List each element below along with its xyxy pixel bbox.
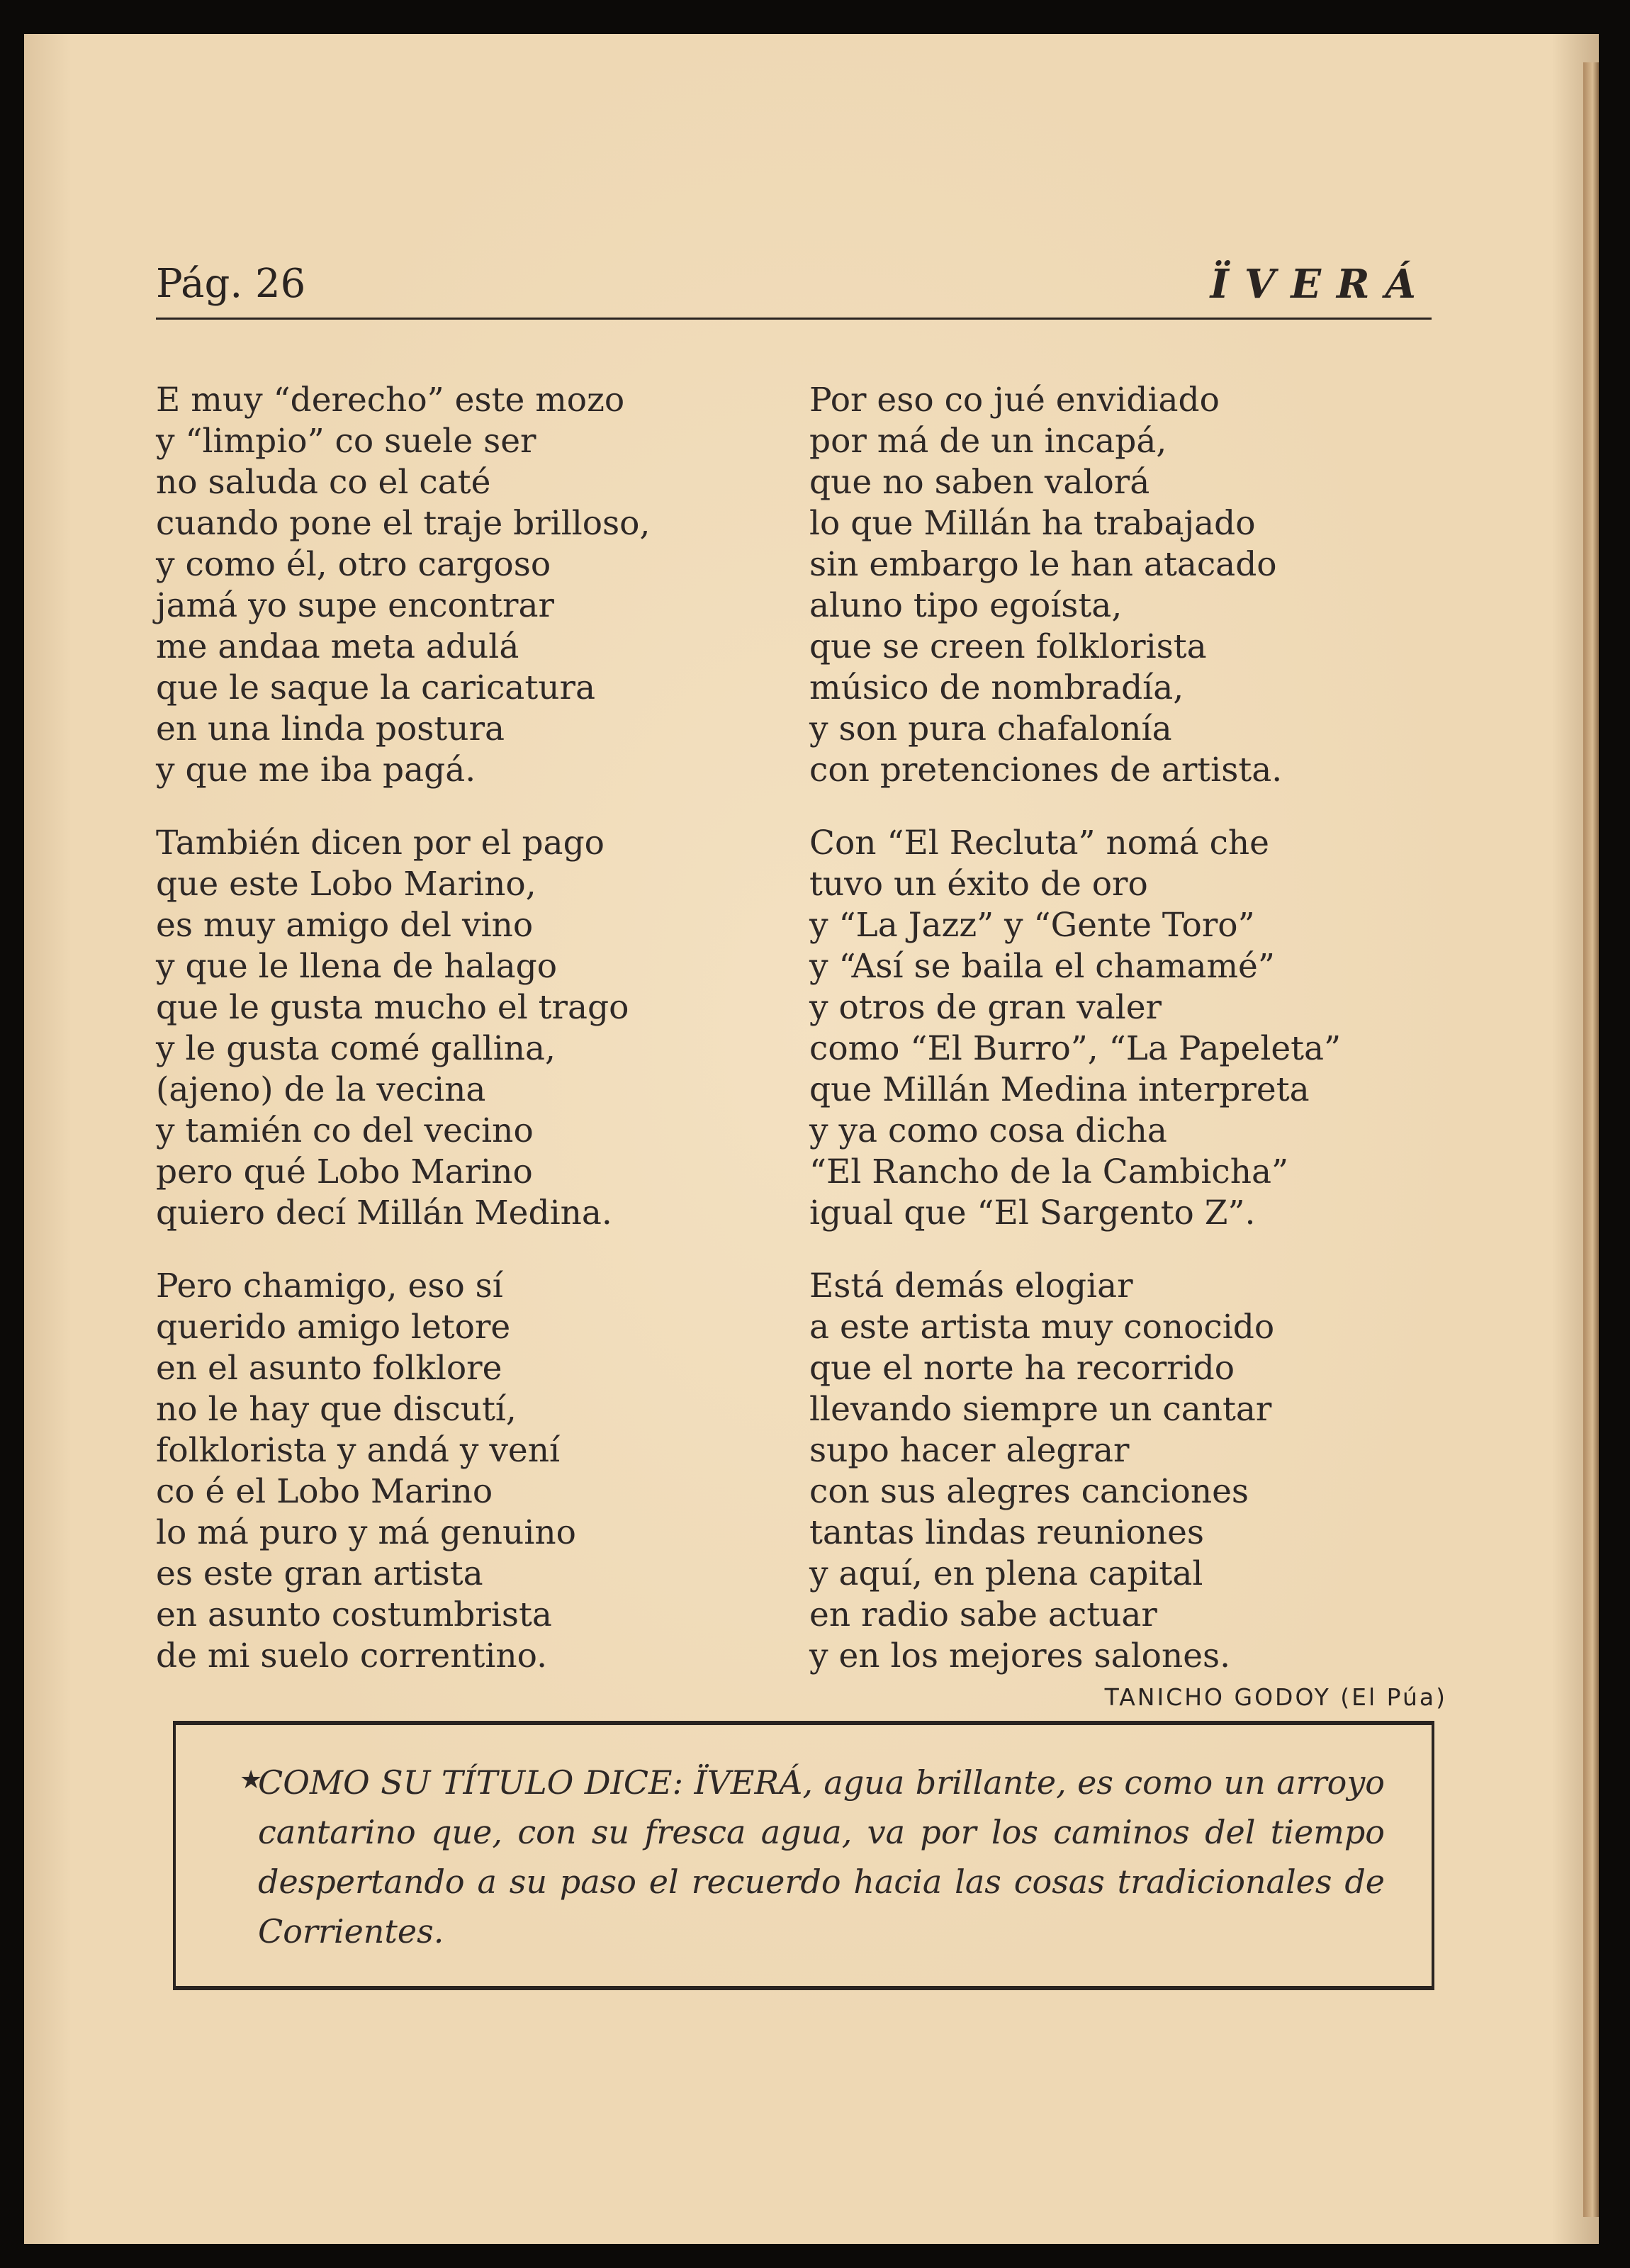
verse-line: (ajeno) de la vecina <box>156 1070 486 1109</box>
verse-line: de mi suelo correntino. <box>156 1637 548 1675</box>
verse-line: que no saben valorá <box>809 463 1150 502</box>
verse-line: Con “El Recluta” nomá che <box>809 824 1269 863</box>
star-icon: ★ <box>240 1765 263 1794</box>
verse-line: tuvo un éxito de oro <box>809 865 1148 904</box>
verse-line: llevando siempre un cantar <box>809 1390 1272 1429</box>
magazine-page <box>24 34 1599 2244</box>
verse-line: es este gran artista <box>156 1554 483 1593</box>
verse-line: “El Rancho de la Cambicha” <box>809 1152 1289 1191</box>
poem-left-column <box>156 380 765 1709</box>
verse-line: que Millán Medina interpreta <box>809 1070 1310 1109</box>
verse-line: que el norte ha recorrido <box>809 1349 1235 1388</box>
verse-line: co é el Lobo Marino <box>156 1472 493 1511</box>
verse-line: y “Así se baila el chamamé” <box>809 947 1275 986</box>
quote-box <box>173 1721 1434 1990</box>
stanza <box>809 823 1447 1234</box>
verse-line: músico de nombradía, <box>809 668 1184 707</box>
verse-line: que se creen folklorista <box>809 627 1207 666</box>
verse-line: que le saque la caricatura <box>156 668 595 707</box>
verse-line: folklorista y andá y vení <box>156 1431 560 1470</box>
verse-line: y tamién co del vecino <box>156 1111 534 1150</box>
verse-line: jamá yo supe encontrar <box>156 586 554 625</box>
verse-line: igual que “El Sargento Z”. <box>809 1194 1256 1233</box>
verse-line: y que me iba pagá. <box>156 751 476 790</box>
quote-body: agua brillante, es como un arroyo cantarino que, con su fresca agua, va por los caminos del tiempo despertando a su paso el recuerdo hacia las cosas tradicionales de Corrientes. <box>258 1763 1385 1950</box>
verse-line: no saluda co el caté <box>156 463 491 502</box>
verse-line: E muy “derecho” este mozo <box>156 381 625 420</box>
verse-line: en el asunto folklore <box>156 1349 502 1388</box>
verse-line: Por eso co jué envidiado <box>809 381 1220 420</box>
page-edge <box>1583 62 1599 2217</box>
verse-line: y en los mejores salones. <box>809 1637 1231 1675</box>
quote-lead: COMO SU TÍTULO DICE: ÏVERÁ, <box>258 1763 813 1802</box>
magazine-title: ÏVERÁ <box>1210 261 1432 308</box>
author-signature: TANICHO GODOY (El Púa) <box>1104 1683 1447 1711</box>
verse-line: y como él, otro cargoso <box>156 545 551 584</box>
verse-line: y son pura chafalonía <box>809 709 1172 748</box>
poem-right-column <box>809 380 1447 1709</box>
stanza <box>156 823 765 1234</box>
verse-line: y “limpio” co suele ser <box>156 422 536 461</box>
verse-line: Pero chamigo, eso sí <box>156 1267 503 1306</box>
page-number: Pág. 26 <box>156 261 306 307</box>
verse-line: a este artista muy conocido <box>809 1308 1275 1347</box>
verse-line: que le gusta mucho el trago <box>156 988 629 1027</box>
stanza <box>809 380 1447 791</box>
verse-line: por má de un incapá, <box>809 422 1167 461</box>
verse-line: aluno tipo egoísta, <box>809 586 1123 625</box>
header-rule <box>156 318 1432 320</box>
verse-line: lo que Millán ha trabajado <box>809 504 1256 543</box>
stanza <box>156 1266 765 1677</box>
verse-line: Está demás elogiar <box>809 1267 1133 1306</box>
quote-text <box>258 1758 1385 1956</box>
verse-line: y “La Jazz” y “Gente Toro” <box>809 906 1255 945</box>
verse-line: que este Lobo Marino, <box>156 865 536 904</box>
verse-line: pero qué Lobo Marino <box>156 1152 533 1191</box>
verse-line: tantas lindas reuniones <box>809 1513 1205 1552</box>
verse-line: en radio sabe actuar <box>809 1595 1157 1634</box>
page-header <box>156 225 1432 310</box>
verse-line: lo má puro y má genuino <box>156 1513 576 1552</box>
verse-line: me andaa meta adulá <box>156 627 519 666</box>
verse-line: y otros de gran valer <box>809 988 1162 1027</box>
verse-line: supo hacer alegrar <box>809 1431 1130 1470</box>
verse-line: sin embargo le han atacado <box>809 545 1277 584</box>
verse-line: como “El Burro”, “La Papeleta” <box>809 1029 1342 1068</box>
verse-line: en una linda postura <box>156 709 505 748</box>
verse-line: cuando pone el traje brilloso, <box>156 504 651 543</box>
stanza <box>156 380 765 791</box>
verse-line: y ya como cosa dicha <box>809 1111 1167 1150</box>
verse-line: También dicen por el pago <box>156 824 605 863</box>
verse-line: y que le llena de halago <box>156 947 558 986</box>
stanza <box>809 1266 1447 1677</box>
verse-line: es muy amigo del vino <box>156 906 534 945</box>
verse-line: en asunto costumbrista <box>156 1595 552 1634</box>
verse-line: con pretenciones de artista. <box>809 751 1283 790</box>
verse-line: y aquí, en plena capital <box>809 1554 1203 1593</box>
verse-line: no le hay que discutí, <box>156 1390 517 1429</box>
verse-line: y le gusta comé gallina, <box>156 1029 556 1068</box>
verse-line: querido amigo letore <box>156 1308 511 1347</box>
verse-line: con sus alegres canciones <box>809 1472 1249 1511</box>
verse-line: quiero decí Millán Medina. <box>156 1194 612 1233</box>
